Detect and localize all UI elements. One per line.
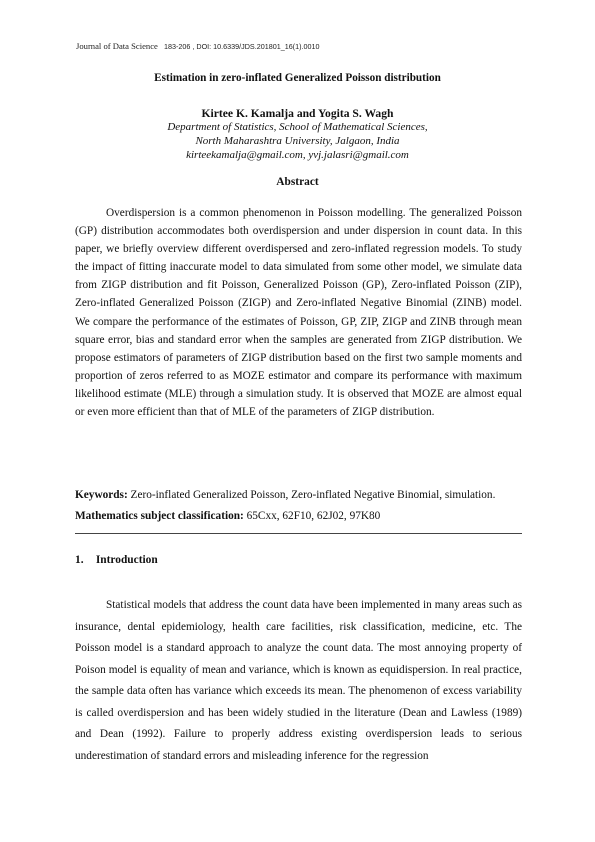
- paper-title: Estimation in zero-inflated Generalized Poisson distribution: [154, 72, 441, 84]
- abstract-text: Overdispersion is a common phenomenon in Poisson modelling. The generalized Poisson (GP) distribution accommodates both overdispersion and under dispersion in count data. In this paper, we briefly overview different overdispersed and zero-inflated regression models. To study the impact of fitting inaccurate model to data simulated from some other model, we simulate data from ZIGP distribution and fit Poisson, Generalized Poisson (GP), Zero-inflated Poisson (ZIP), Zero-inflated Generalized Poisson (ZIGP) and Zero-inflated Negative Binomial (ZINB) model. We compare the performance of the estimates of Poisson, GP, ZIP, ZIGP and ZINB through mean square error, bias and standard error when the samples are generated from ZIGP distribution. We propose estimators of parameters of ZIGP distribution based on the first two sample moments and proportion of zeros referred to as MOZE estimator and compare its performance with maximum likelihood estimate (MLE) through a simulation study. It is observed that MOZE are almost equal or even more efficient than that of MLE of the parameters of ZIGP distribution.: [75, 207, 522, 419]
- keywords-text: Zero-inflated Generalized Poisson, Zero-inflated Negative Binomial, simulation.: [130, 489, 496, 501]
- author-names: Kirtee K. Kamalja and Yogita S. Wagh: [201, 107, 394, 120]
- running-header: [76, 41, 319, 51]
- msc-line: [75, 510, 535, 522]
- abstract-heading: Abstract: [276, 176, 319, 188]
- affiliation-university: North Maharashtra University, Jalgaon, India: [195, 135, 400, 147]
- msc-label: Mathematics subject classification:: [75, 510, 244, 522]
- msc-text: 65Cxx, 62F10, 62J02, 97K80: [246, 510, 381, 522]
- section-number: 1.: [75, 554, 84, 566]
- keywords-label: Keywords:: [75, 489, 128, 501]
- introduction-text: Statistical models that address the count data have been implemented in many areas such as insurance, dental epidemiology, health care facilities, risk classification, medicine, etc. The Poisson model is a standard approach to analyze the count data. The most annoying property of Poison model is equality of mean and variance, which is known as equidispersion. In real practice, the sample data often has variance which exceeds its mean. The phenomenon of excess variability is called overdispersion and has been widely studied in the literature (Dean and Lawless (1989) and Dean (1992). Failure to properly address existing overdispersion leads to serious underestimation of standard errors and misleading inference for the regression: [75, 599, 522, 762]
- author-emails: kirteekamalja@gmail.com, yvj.jalasri@gmail.com: [186, 149, 409, 161]
- section-heading-introduction: [75, 554, 158, 566]
- journal-name: Journal of Data Science: [76, 41, 158, 51]
- affiliation-department: Department of Statistics, School of Mathematical Sciences,: [167, 121, 428, 133]
- section-divider: [75, 533, 522, 534]
- doi-line: 183-206 , DOI: 10.6339/JDS.201801_16(1).0010: [164, 42, 320, 51]
- keywords-line: [75, 489, 535, 501]
- section-title: Introduction: [95, 554, 158, 566]
